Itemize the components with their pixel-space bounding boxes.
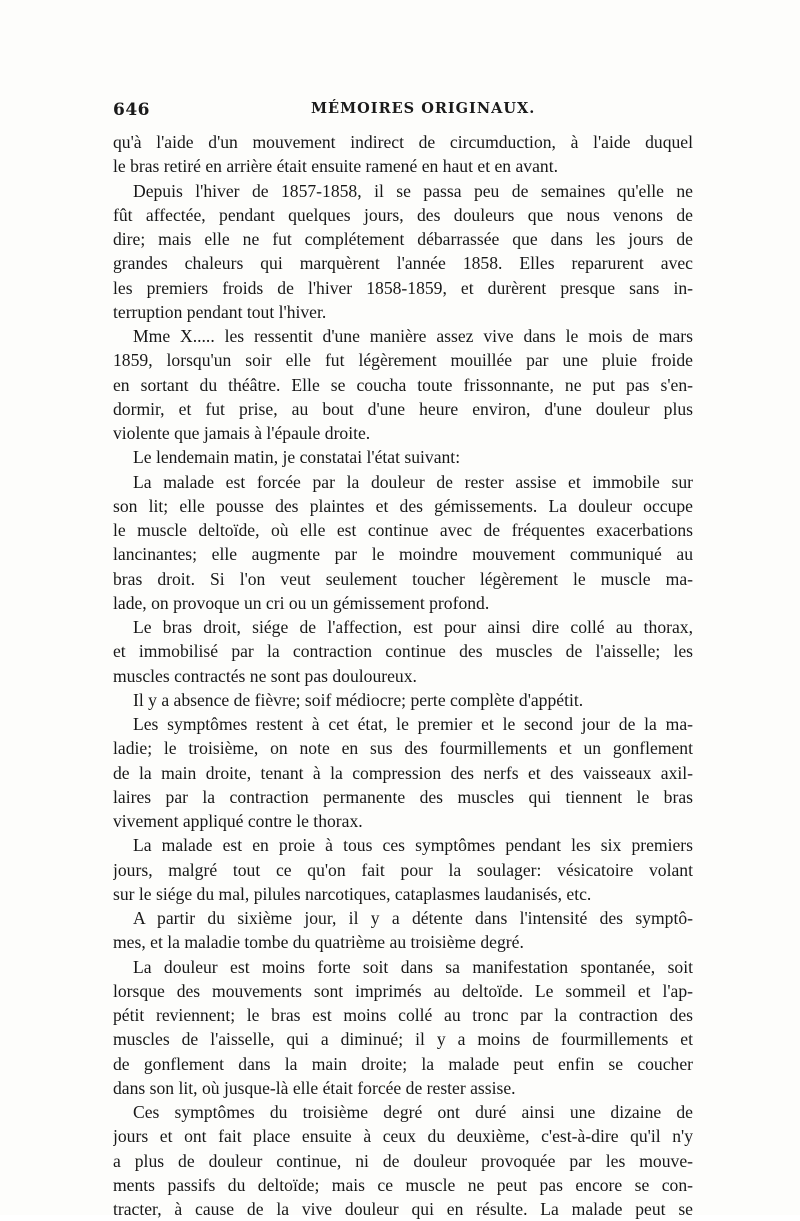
text-line: muscles de l'aisselle, qui a diminué; il y a moins de fourmillements et — [113, 1029, 693, 1050]
text-line: Le lendemain matin, je constatai l'état suivant: — [133, 447, 461, 468]
text-line: dire; mais elle ne fut complétement débarrassée que dans les jours de — [113, 229, 693, 249]
text-line: 1859, lorsqu'un soir elle fut légèrement mouillée par une pluie froide — [113, 350, 693, 371]
page-number: 646 — [113, 100, 150, 120]
text-line: lancinantes; elle augmente par le moindre mouvement communiqué au — [113, 544, 693, 565]
text-line: La douleur est moins forte soit dans sa manifestation spontanée, soit — [133, 956, 693, 977]
text-line: qu'à l'aide d'un mouvement indirect de circumduction, à l'aide duquel — [113, 132, 693, 152]
text-line: tracter, à cause de la vive douleur qui en résulte. La malade peut se — [113, 1199, 693, 1219]
text-line: ments passifs du deltoïde; mais ce muscle ne peut pas encore se con- — [113, 1174, 693, 1195]
text-line: Mme X..... les ressentit d'une manière assez vive dans le mois de mars — [133, 326, 693, 346]
text-line: grandes chaleurs qui marquèrent l'année 1858. Elles reparurent avec — [113, 253, 693, 274]
text-line: de la main droite, tenant à la compression des nerfs et des vaisseaux axil- — [113, 762, 693, 783]
text-line: jours et ont fait place ensuite à ceux du deuxième, c'est-à-dire qu'il n'y — [113, 1126, 693, 1147]
text-line: mes, et la maladie tombe du quatrième au troisième degré. — [113, 932, 524, 953]
text-line: lade, on provoque un cri ou un gémissement profond. — [113, 592, 490, 613]
text-line: violente que jamais à l'épaule droite. — [113, 423, 371, 443]
text-line: fût affectée, pendant quelques jours, des douleurs que nous venons de — [113, 204, 693, 225]
text-line: son lit; elle pousse des plaintes et des gémissements. La douleur occupe — [113, 495, 693, 516]
text-line: La malade est en proie à tous ces symptômes pendant les six premiers — [133, 835, 693, 856]
text-line: le bras retiré en arrière était ensuite ramené en haut et en avant. — [113, 156, 558, 177]
text-line: La malade est forcée par la douleur de rester assise et immobile sur — [133, 471, 693, 492]
running-title: MÉMOIRES ORIGINAUX. — [311, 100, 536, 117]
text-line: A partir du sixième jour, il y a détente dans l'intensité des symptô- — [133, 908, 693, 928]
text-line: et immobilisé par la contraction continue des muscles de l'aisselle; les — [113, 641, 693, 662]
text-line: a plus de douleur continue, ni de douleur provoquée par les mouve- — [113, 1150, 693, 1171]
text-line: laires par la contraction permanente des muscles qui tiennent le bras — [113, 786, 693, 807]
body-text — [113, 130, 693, 1221]
text-line: dans son lit, où jusque-là elle était forcée de rester assise. — [113, 1077, 516, 1098]
text-line: le muscle deltoïde, où elle est continue avec de fréquentes exacerbations — [113, 520, 693, 540]
text-line: bras droit. Si l'on veut seulement toucher légèrement le muscle ma- — [113, 568, 693, 589]
text-line: terruption pendant tout l'hiver. — [113, 301, 327, 322]
text-line: jours, malgré tout ce qu'on fait pour la soulager: vésicatoire volant — [113, 859, 693, 880]
text-line: Ces symptômes du troisième degré ont duré ainsi une dizaine de — [133, 1102, 693, 1122]
text-line: muscles contractés ne sont pas douloureux. — [113, 665, 417, 686]
text-line: Les symptômes restent à cet état, le premier et le second jour de la ma- — [133, 714, 693, 734]
text-line: en sortant du théâtre. Elle se coucha toute frissonnante, ne put pas s'en- — [113, 374, 693, 395]
text-line: vivement appliqué contre le thorax. — [113, 811, 363, 831]
page-header — [113, 100, 693, 124]
text-line: Depuis l'hiver de 1857-1858, il se passa peu de semaines qu'elle ne — [133, 180, 693, 201]
text-line: pétit reviennent; le bras est moins collé au tronc par la contraction des — [113, 1005, 693, 1025]
text-line: ladie; le troisième, on note en sus des fourmillements et un gonflement — [113, 738, 693, 759]
text-line: sur le siége du mal, pilules narcotiques, cataplasmes laudanisés, etc. — [113, 883, 592, 904]
text-line: Le bras droit, siége de l'affection, est pour ainsi dire collé au thorax, — [133, 617, 693, 637]
text-line: lorsque des mouvements sont imprimés au deltoïde. Le sommeil et l'ap- — [113, 980, 693, 1001]
text-line: les premiers froids de l'hiver 1858-1859, et durèrent presque sans in- — [113, 277, 693, 298]
text-line: de gonflement dans la main droite; la malade peut enfin se coucher — [113, 1053, 693, 1074]
text-line: Il y a absence de fièvre; soif médiocre; perte complète d'appétit. — [133, 689, 584, 710]
text-line: dormir, et fut prise, au bout d'une heure environ, d'une douleur plus — [113, 398, 693, 419]
